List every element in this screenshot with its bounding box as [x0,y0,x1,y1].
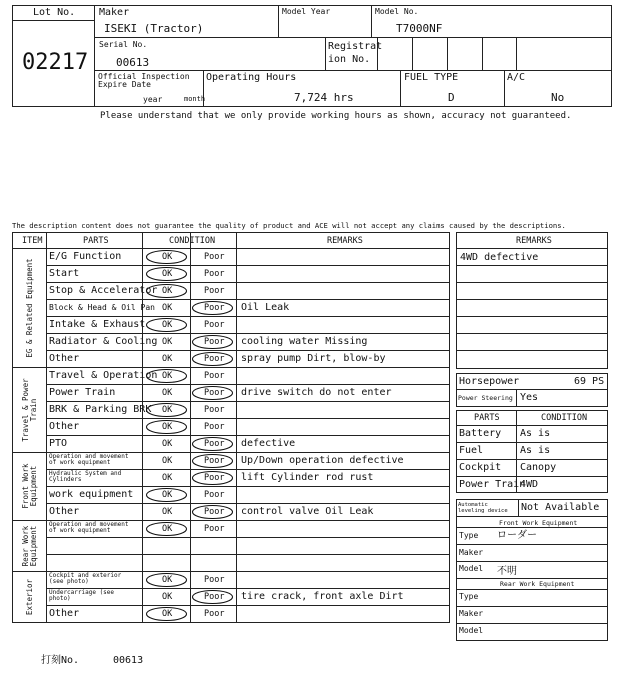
item-group-label: Front Work Equipment [20,463,38,509]
poor-option: Poor [204,592,225,602]
part-label: Travel & Operation [49,370,158,381]
poor-option: Poor [204,303,225,313]
part-label: Start [49,268,80,279]
side-part-condition: Canopy [520,462,557,473]
ok-option: OK [162,371,173,381]
horsepower-label: Horsepower [459,376,520,387]
part-label: Other [49,608,80,619]
condition-header: CONDITION [169,236,216,246]
ok-option: OK [162,269,173,279]
front-maker-label: Maker [459,548,484,557]
ok-option: OK [162,609,173,619]
part-label: work equipment [49,489,134,500]
part-label: BRK & Parking BRK [49,404,152,415]
side-remark-line: 4WD defective [460,252,539,263]
remark-text: cooling water Missing [241,336,368,347]
front-work-header: Front Work Equipment [499,519,578,527]
poor-option: Poor [204,609,225,619]
item-group-label: Exterior [24,578,34,615]
ok-option: OK [162,456,173,466]
disclaimer: The description content does not guarantee the quality of product and ACE will not accept any claims caused by the descriptions. [12,221,566,230]
operating-hours-value: 7,724 hrs [294,91,354,104]
side-parts-header: PARTS [474,413,500,423]
ok-option: OK [162,439,173,449]
model-year-label: Model Year [282,7,331,16]
poor-option: Poor [204,575,225,585]
poor-option: Poor [204,524,225,534]
ok-option: OK [162,473,173,483]
remark-text: Oil Leak [241,302,290,313]
part-label: Block & Head & Oil Pan [49,303,155,312]
ok-option: OK [162,422,173,432]
side-condition-header: CONDITION [541,413,588,423]
stamp-label: 打刻No. [41,655,80,666]
poor-option: Poor [204,337,225,347]
side-part-label: Cockpit [459,462,502,473]
poor-option: Poor [204,320,225,330]
inspection-label: Official Inspection Expire Date [98,72,190,90]
ac-label: A/C [507,72,526,83]
remark-text: spray pump Dirt, blow-by [241,353,386,364]
side-part-label: Power Train [459,479,526,490]
part-label: Intake & Exhaust [49,319,146,330]
ok-option: OK [162,337,173,347]
part-label: Operation and movement of work equipment [49,521,129,535]
remark-text: defective [241,438,296,449]
poor-option: Poor [204,354,225,364]
part-label: Other [49,421,80,432]
item-group-label: Travel & Power Train [20,377,38,442]
model-no-value: T7000NF [396,22,443,35]
part-label: Power Train [49,387,116,398]
part-label: Hydraulic System and Cylinders [49,470,122,484]
hours-note: Please understand that we only provide working hours as shown, accuracy not guaranteed. [100,111,572,121]
month-label: month [184,95,206,103]
front-type-label: Type [459,531,479,540]
maker-value: ISEKI (Tractor) [104,22,204,35]
part-label: Cockpit and exterior (see photo) [49,572,122,586]
ok-option: OK [162,524,173,534]
poor-option: Poor [204,422,225,432]
ok-option: OK [162,490,173,500]
ok-option: OK [162,405,173,415]
registration-label: Registrat ion No. [328,41,383,65]
poor-option: Poor [204,371,225,381]
serial-no-label: Serial No. [99,40,148,49]
lot-no-label: Lot No. [33,7,76,18]
rear-type-label: Type [459,592,479,601]
poor-option: Poor [204,269,225,279]
model-no-label: Model No. [375,7,419,16]
part-label: E/G Function [49,251,122,262]
rear-work-header: Rear Work Equipment [500,580,575,588]
poor-option: Poor [204,388,225,398]
ok-option: OK [162,303,173,313]
rear-maker-label: Maker [459,609,484,618]
side-part-label: Battery [459,428,502,439]
part-label: Undercarriage (see photo) [49,589,115,603]
poor-option: Poor [204,286,225,296]
poor-option: Poor [204,507,225,517]
ok-option: OK [162,354,173,364]
fuel-type-value: D [448,91,455,104]
side-part-condition: As is [520,445,551,456]
front-model-value: 不明 [497,566,517,577]
stamp-no: 00613 [113,655,144,666]
part-label: Other [49,353,80,364]
poor-option: Poor [204,439,225,449]
side-part-condition: 4WD [520,479,539,490]
ac-value: No [551,91,565,104]
ok-option: OK [162,252,173,262]
side-part-condition: As is [520,428,551,439]
remark-text: control valve Oil Leak [241,506,374,517]
auto-leveling-value: Not Available [521,502,600,513]
remark-text: tire crack, front axle Dirt [241,591,404,602]
part-label: PTO [49,438,68,449]
lot-no-value: 02217 [22,50,89,75]
ok-option: OK [162,286,173,296]
serial-no-value: 00613 [116,56,150,69]
ok-option: OK [162,320,173,330]
horsepower-value: 69 PS [574,376,605,387]
side-part-label: Fuel [459,445,484,456]
part-label: Other [49,506,80,517]
power-steering-label: Power Steering [458,394,513,402]
poor-option: Poor [204,252,225,262]
rear-model-label: Model [459,626,484,635]
ok-option: OK [162,592,173,602]
ok-option: OK [162,507,173,517]
fuel-type-label: FUEL TYPE [404,72,459,83]
item-header: ITEM [22,236,43,246]
power-steering-value: Yes [520,392,539,403]
year-label: year [143,95,163,104]
maker-label: Maker [99,7,130,18]
poor-option: Poor [204,405,225,415]
remark-text: lift Cylinder rod rust [241,472,374,483]
remarks-header: REMARKS [327,236,363,246]
remark-text: Up/Down operation defective [241,455,404,466]
poor-option: Poor [204,456,225,466]
operating-hours-label: Operating Hours [206,72,297,83]
poor-option: Poor [204,473,225,483]
part-label: Radiator & Cooling [49,336,158,347]
item-group-label: EG & Related Equipment [24,257,34,358]
front-type-value: ローダー [497,530,537,541]
part-label: Stop & Accelerator [49,285,158,296]
poor-option: Poor [204,490,225,500]
item-group-label: Rear Work Equipment [20,525,38,566]
auto-leveling-label: Automatic leveling device [458,502,508,515]
front-model-label: Model [459,564,484,573]
ok-option: OK [162,575,173,585]
ok-option: OK [162,388,173,398]
remark-text: drive switch do not enter [241,387,392,398]
part-label: Operation and movement of work equipment [49,453,129,467]
parts-header: PARTS [83,236,109,246]
side-remarks-header: REMARKS [516,236,552,246]
